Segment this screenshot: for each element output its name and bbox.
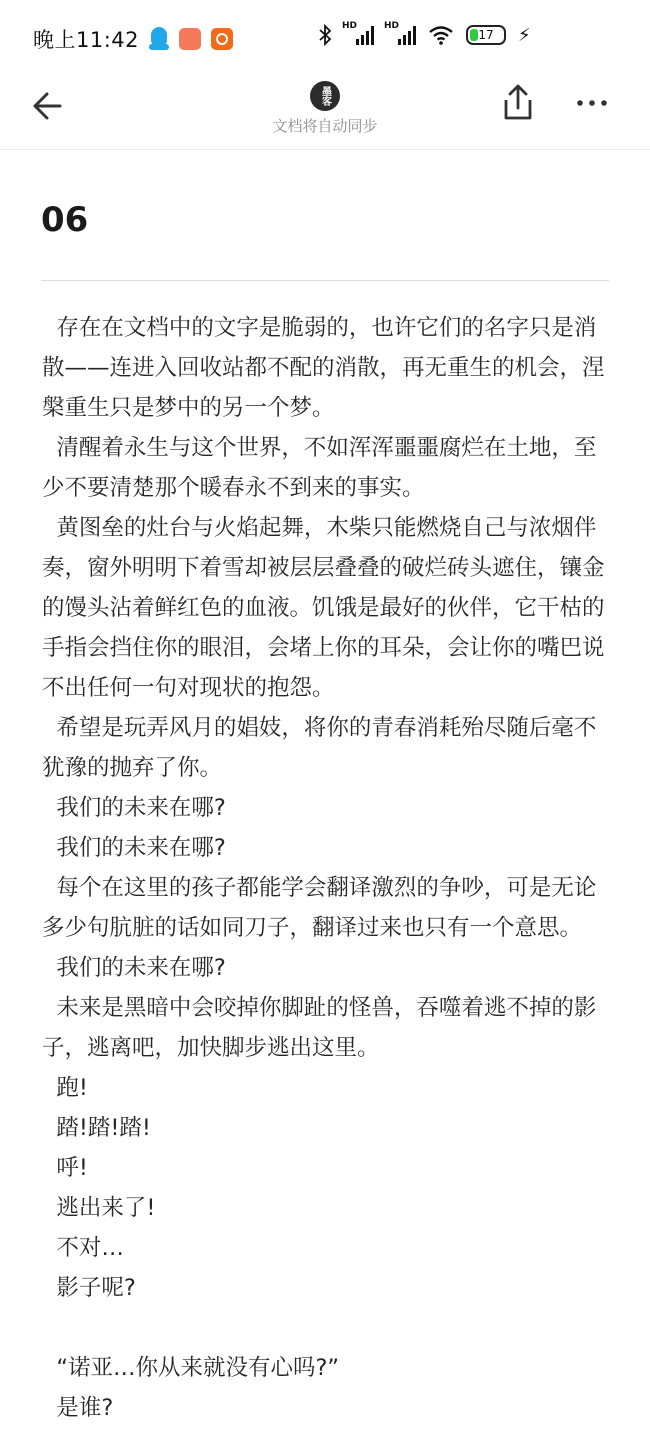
paragraph: 存在在文档中的文字是脆弱的，也许它们的名字只是消散——连进入回收站都不配的消散，再无重生的机会，涅槃重生只是梦中的另一个梦。: [42, 315, 605, 421]
document-body[interactable]: [42, 308, 612, 1428]
paragraph: 我们的未来在哪?: [42, 955, 226, 981]
status-bar: [0, 0, 650, 78]
document-title[interactable]: 06: [41, 200, 89, 240]
paragraph: 每个在这里的孩子都能学会翻译激烈的争吵，可是无论多少句肮脏的话如同刀子，翻译过来也只有一个意思。: [42, 875, 597, 941]
blank-line: [42, 1308, 612, 1348]
paragraph: 希望是玩弄风月的娼妓，将你的青春消耗殆尽随后毫不犹豫的抛弃了你。: [42, 715, 597, 781]
app-icon: [179, 28, 201, 50]
battery-level: 17: [478, 28, 494, 42]
paragraph: 我们的未来在哪?: [42, 795, 226, 821]
document-header: [0, 78, 650, 150]
paragraph: 呼!: [42, 1155, 88, 1181]
sync-status: 文档将自动同步: [272, 117, 378, 135]
signal-hd-icon: HD: [386, 25, 416, 45]
paragraph: 黄图垒的灶台与火焰起舞，木柴只能燃烧自己与浓烟伴奏，窗外明明下着雪却被层层叠叠的破烂砖头遮住，镶金的馒头沾着鲜红色的血液。饥饿是最好的伙伴，它干枯的手指会挡住你的眼泪，会堵上你的耳朵，会让你的嘴巴说不出任何一句对现状的抱怨。: [42, 515, 605, 701]
paragraph: 逃出来了!: [42, 1195, 156, 1221]
qq-icon: [149, 27, 169, 51]
paragraph: 不对…: [42, 1235, 124, 1261]
paragraph: “诺亚…你从来就没有心吗?”: [42, 1355, 340, 1381]
paragraph: 我们的未来在哪?: [42, 835, 226, 861]
status-time: 晚上11:42: [33, 28, 140, 52]
battery-icon: [466, 25, 506, 45]
paragraph: 清醒着永生与这个世界，不如浑浑噩噩腐烂在土地，至少不要清楚那个暖春永不到来的事实。: [42, 435, 597, 501]
share-icon[interactable]: [498, 82, 538, 124]
more-options-icon[interactable]: [572, 88, 612, 118]
title-divider: [41, 280, 609, 281]
mi-store-icon: [211, 28, 233, 50]
bluetooth-icon: [318, 24, 332, 46]
paragraph: 未来是黑暗中会咬掉你脚趾的怪兽，吞噬着逃不掉的影子，逃离吧，加快脚步逃出这里。: [42, 995, 597, 1061]
paragraph: 跑!: [42, 1075, 88, 1101]
paragraph: 踏!踏!踏!: [42, 1115, 151, 1141]
signal-hd-icon: HD: [344, 25, 374, 45]
paragraph: 影子呢?: [42, 1275, 136, 1301]
app-logo: 墨客: [310, 81, 340, 111]
charging-icon: ⚡: [518, 24, 531, 46]
wifi-icon: [428, 25, 454, 45]
paragraph: 是谁?: [42, 1395, 114, 1421]
